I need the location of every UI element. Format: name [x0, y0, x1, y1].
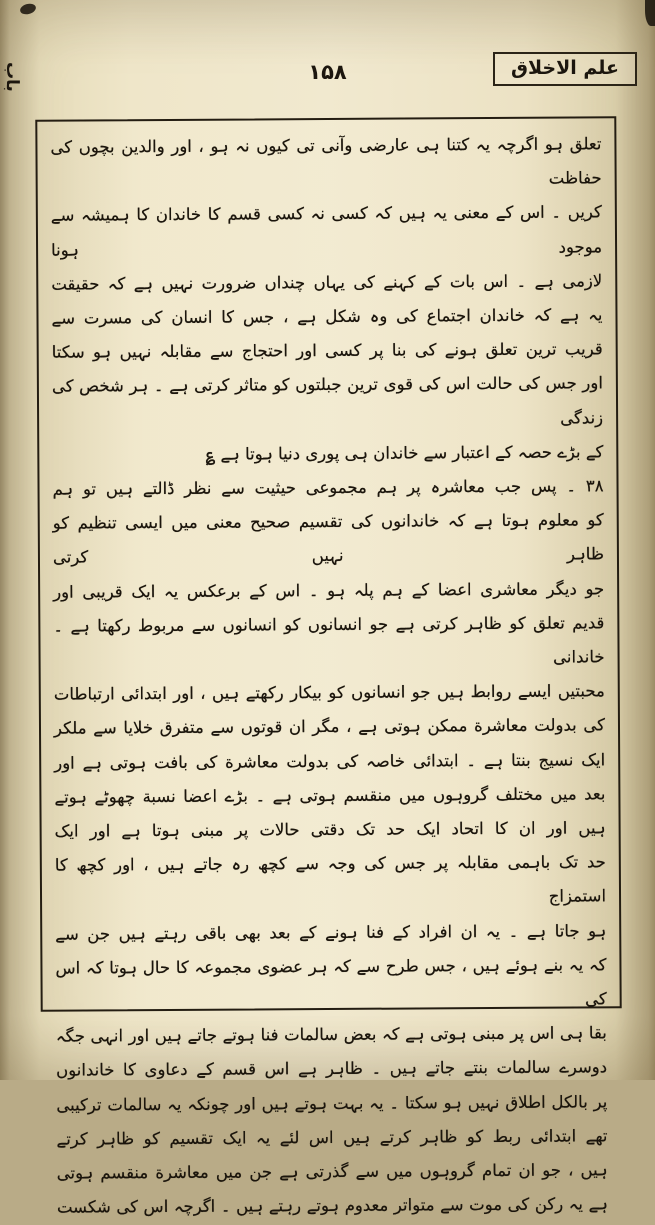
text-line: کو معلوم ہوتا ہے کہ خاندانوں کی تقسیم صحیح معنی میں ایسی تنظیم کو ظاہر نہیں کرتی — [52, 510, 605, 568]
text-line-paragraph-end: کے بڑے حصہ کے اعتبار سے خاندان ہی پوری دنیا ہوتا ہے ؏ — [205, 442, 604, 464]
text-line: اور جس کی حالت اس کی قوی ترین جبلتوں کو متاثر کرتی ہے ۔ ہر شخص کی زندگی — [51, 373, 604, 428]
text-line-section-38: ۳۸ ۔ پس جب معاشرہ پر ہم مجموعی حیثیت سے نظر ڈالتے ہیں تو ہم — [52, 476, 604, 499]
text-line: کہ یہ بنے ہوئے ہیں ، جس طرح سے کہ ہر عضوی مجموعہ کا حال ہوتا کہ اس کی — [55, 955, 607, 1009]
text-line: بعد میں مختلف گروہوں میں منقسم ہوتی ہے ۔ بڑے اعضا نسبة چھوٹے ہوتے — [54, 784, 606, 807]
text-line: قدیم تعلق کو ظاہر کرتی ہے جو انسانوں کو انسانوں سے مربوط رکھتا ہے ۔ خاندانی — [53, 613, 605, 667]
text-line: ایک نسیج بنتا ہے ۔ ابتدائی خاصہ کی بدولت معاشرة کی بافت ہوتی ہے اور — [54, 749, 606, 773]
book-title: علم الاخلاق — [493, 52, 637, 86]
text-line: لازمی ہے ۔ اس بات کے کہنے کی یہاں چنداں ضرورت نہیں ہے کہ حقیقت — [51, 271, 603, 294]
text-line: ہیں ، جو ان تمام گروہوں میں سے گذرتی ہے جن میں معاشرة منقسم ہوتی — [56, 1160, 608, 1183]
text-line: جو دیگر معاشری اعضا کے ہم پلہ ہو ۔ اس کے برعکس یہ ایک قریبی اور — [53, 578, 605, 602]
text-line: حد تک باہمی مقابلہ پر جس کی وجہ سے کچھ رہ جاتے ہیں ، اور کچھ کا استمزاج — [54, 852, 607, 907]
text-line: کی بدولت معاشرة ممکن ہوتی ہے ، مگر ان قوتوں سے متفرق خلایا سے ملکر — [53, 715, 606, 739]
chapter-margin-label: باب — [1, 61, 23, 92]
scan-smudge-top-right — [645, 0, 655, 26]
text-line: ہیں اور ان کا اتحاد ایک حد تک دقتی حالات پر مبنی ہوتا ہے اور ایک — [54, 818, 606, 841]
text-line: کریں ۔ اس کے معنی یہ ہیں کہ کسی نہ کسی قسم کا خاندان کا ہمیشہ سے موجود ہونا — [50, 202, 603, 260]
text-line: تعلق ہو اگرچہ یہ کتنا ہی عارضی وآنی تی کیوں نہ ہو ، اور والدین بچوں کی حفاظت — [50, 134, 602, 188]
text-line: بقا ہی اس پر مبنی ہوتی ہے کہ بعض سالمات فنا ہوتے جاتے ہیں اور انہی جگہ — [55, 1023, 607, 1046]
text-line: تھے ابتدائی ربط کو ظاہر کرتے ہیں اس لئے یہ ایک تقسیم کو ظاہر کرتے — [56, 1126, 608, 1149]
text-line: قریب ترین تعلق ہونے کی بنا پر کسی اور احتجاج سے مقابلہ نہیں ہو سکتا — [51, 339, 603, 362]
page-number: ۱۵۸ — [308, 60, 347, 84]
text-line: پر بالکل اطلاق نہیں ہو سکتا ۔ یہ بہت ہوتے ہیں اور چونکہ یہ سالمات ترکیبی — [56, 1091, 608, 1115]
text-line: یہ ہے کہ خاندان اجتماع کی وہ شکل ہے ، جس کا انسان کی مسرت سے — [51, 305, 603, 328]
scan-smudge-top-left — [19, 2, 37, 16]
text-line: ہے یہ رکن کی موت سے متواتر معدوم ہوتے رہتے ہیں ۔ اگرچہ اس کی شکست — [56, 1194, 608, 1217]
text-frame — [35, 116, 621, 1217]
text-line: دوسرے سالمات بنتے جاتے ہیں ۔ ظاہر ہے اس قسم کے دعاوی کا خاندانوں — [56, 1057, 608, 1081]
text-line: محبتیں ایسے روابط ہیں جو انسانوں کو بیکار رکھتے ہیں ، اور ابتدائی ارتباطات — [53, 681, 605, 704]
text-line: ہو جاتا ہے ۔ یہ ان افراد کے فنا ہونے کے بعد بھی باقی رہتے ہیں جن سے — [55, 920, 607, 944]
